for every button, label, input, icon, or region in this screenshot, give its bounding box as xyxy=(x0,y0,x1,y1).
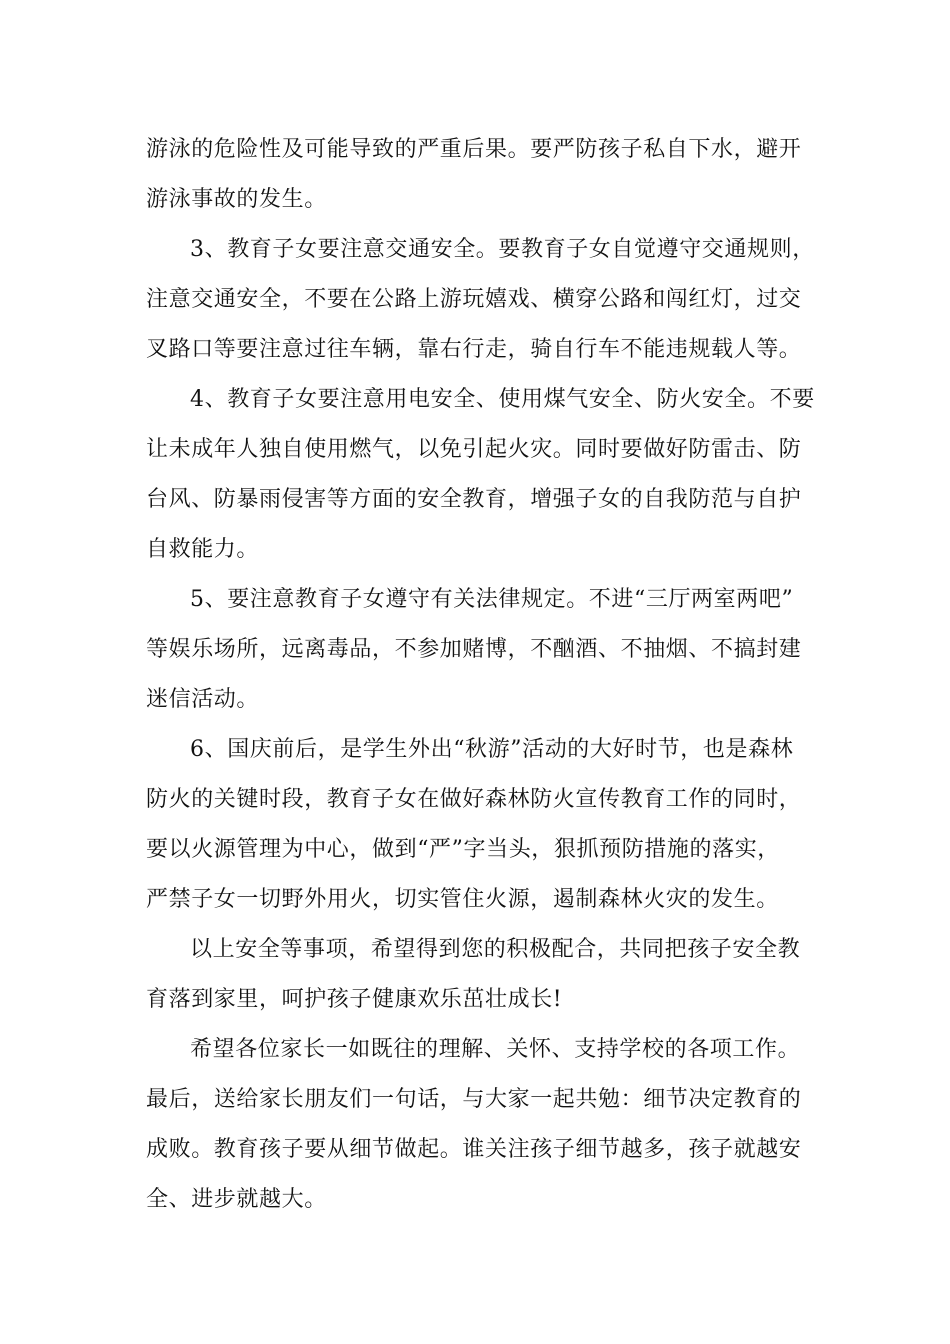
text-line: 注意交通安全，不要在公路上游玩嬉戏、横穿公路和闯红灯，过交 xyxy=(146,287,802,312)
text-line: 要以火源管理为中心，做到“严”字当头，狠抓预防措施的落实， xyxy=(146,837,780,862)
closing-paragraph-start: 以上安全等事项，希望得到您的积极配合，共同把孩子安全教 xyxy=(190,937,801,962)
text-line: 台风、防暴雨侵害等方面的安全教育，增强子女的自我防范与自护 xyxy=(146,487,802,512)
paragraph-5-start: 5、要注意教育子女遵守有关法律规定。不进“三厅两室两吧” xyxy=(190,587,794,612)
text-line: 游泳事故的发生。 xyxy=(146,187,327,212)
text-line: 叉路口等要注意过往车辆，靠右行走，骑自行车不能违规载人等。 xyxy=(146,337,802,362)
text-line: 等娱乐场所，远离毒品，不参加赌博，不酗酒、不抽烟、不搞封建 xyxy=(146,637,802,662)
paragraph-3-start: 3、教育子女要注意交通安全。要教育子女自觉遵守交通规则， xyxy=(190,237,815,262)
paragraph-4-start: 4、教育子女要注意用电安全、使用煤气安全、防火安全。不要 xyxy=(190,387,815,412)
paragraph-6-start: 6、国庆前后，是学生外出“秋游”活动的大好时节，也是森林 xyxy=(190,737,794,762)
text-line: 迷信活动。 xyxy=(146,687,260,712)
text-line: 让未成年人独自使用燃气，以免引起火灾。同时要做好防雷击、防 xyxy=(146,437,802,462)
text-line: 成败。教育孩子要从细节做起。谁关注孩子细节越多，孩子就越安 xyxy=(146,1137,802,1162)
final-paragraph-start: 希望各位家长一如既往的理解、关怀、支持学校的各项工作。 xyxy=(190,1037,801,1062)
text-line: 育落到家里，呵护孩子健康欢乐茁壮成长! xyxy=(146,987,563,1012)
text-line: 全、进步就越大。 xyxy=(146,1187,327,1212)
text-line: 游泳的危险性及可能导致的严重后果。要严防孩子私自下水，避开 xyxy=(146,137,802,162)
text-line: 严禁子女一切野外用火，切实管住火源，遏制森林火灾的发生。 xyxy=(146,887,779,912)
text-line: 最后，送给家长朋友们一句话，与大家一起共勉：细节决定教育的 xyxy=(146,1087,802,1112)
text-line: 防火的关键时段，教育子女在做好森林防火宣传教育工作的同时， xyxy=(146,787,802,812)
text-line: 自救能力。 xyxy=(146,537,260,562)
